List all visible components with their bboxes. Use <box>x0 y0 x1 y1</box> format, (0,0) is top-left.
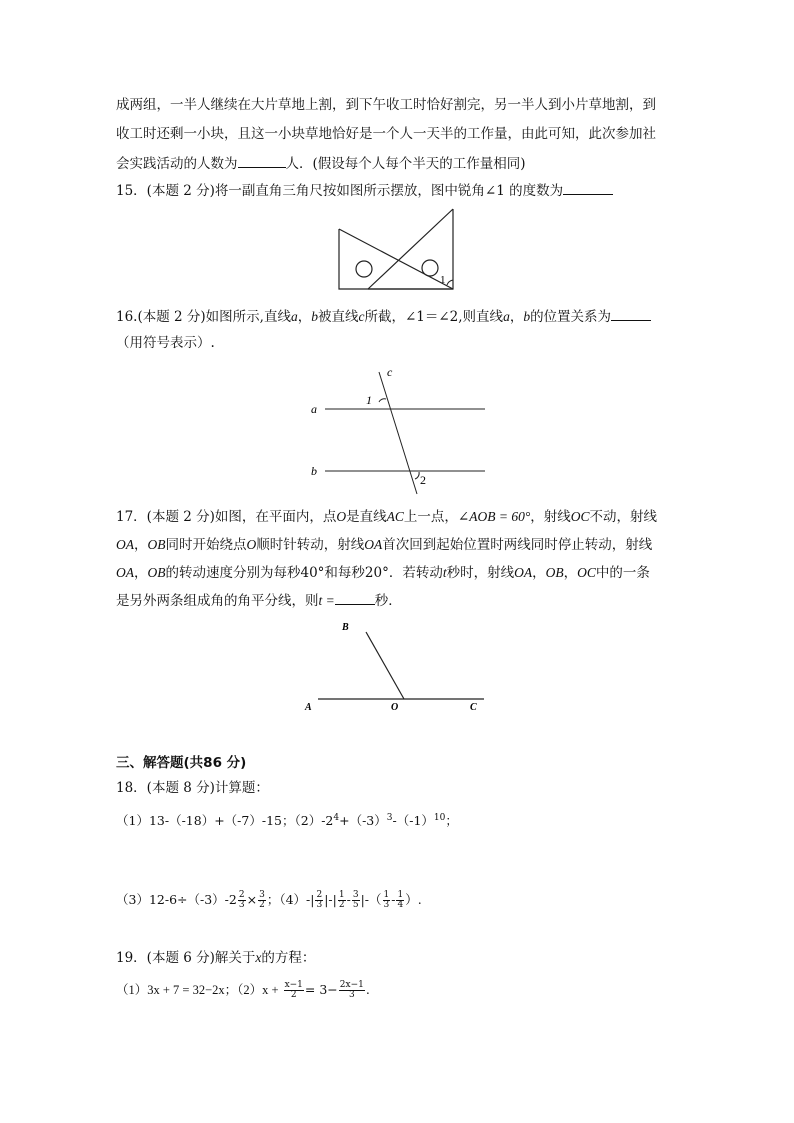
p18-title: 18．(本题 8 分)计算题： <box>116 780 269 796</box>
p16-comma: ， <box>297 309 312 325</box>
frac-3-5: $\frac{3}{5}$ <box>352 890 359 910</box>
p16-figure <box>305 362 490 502</box>
p17-var-OC2: OC <box>577 565 596 580</box>
frac-x-1-over-2: $\frac{x-1}{2}$ <box>284 980 303 1000</box>
p16-text-d: 的位置关系为 <box>530 309 612 325</box>
label-C: C <box>470 702 477 713</box>
p15-text: 15．(本题 2 分)将一副直角三角尺按如图所示摆放，图中锐角∠1 的度数为 <box>116 183 564 199</box>
p18-q3a: （3）12-6÷（-3）-2 <box>116 892 237 907</box>
ray-OB <box>366 632 404 699</box>
p19-var-x: x <box>255 950 262 965</box>
section3-heading: 三、解答题(共86 分) <box>116 755 247 771</box>
label-a: a <box>311 402 317 416</box>
frac-1-4: $\frac{1}{4}$ <box>397 890 404 910</box>
p17-text-j: 秒时，射线 <box>446 565 515 581</box>
p17-line3 <box>116 563 650 583</box>
p17-text-g: 顺时针转动，射线 <box>256 537 365 553</box>
p18-exp3: 3 <box>386 813 393 823</box>
p17-text-m: 秒． <box>374 593 402 609</box>
label-A: A <box>305 702 312 713</box>
p18-exp4: 4 <box>333 813 340 823</box>
frac-1-3: $\frac{1}{3}$ <box>383 890 390 910</box>
p17-var-OA: OA <box>116 537 134 552</box>
p17-var-O2: O <box>246 537 257 552</box>
frac-3-2: $\frac{3}{2}$ <box>259 890 265 910</box>
label-O: O <box>391 702 399 713</box>
p19-title <box>116 948 315 968</box>
p16-line1 <box>116 306 651 327</box>
triangle-hole-left <box>356 261 372 277</box>
p18-times: × <box>246 892 258 907</box>
frac-2-3b: $\frac{2}{3}$ <box>316 890 323 910</box>
p14-answer-blank[interactable] <box>238 153 286 168</box>
p17-text-b: 是直线 <box>346 509 387 525</box>
p17-var-OB: OB <box>147 537 166 552</box>
p16-var-b: b <box>311 309 318 324</box>
p17-var-AC: AC <box>386 509 404 524</box>
p18-q1d: ； <box>445 813 458 829</box>
p16-var-a: a <box>290 309 298 324</box>
p16-answer-blank[interactable] <box>611 306 651 321</box>
p18-q3 <box>116 890 422 910</box>
p18-minus1: - <box>346 892 351 907</box>
p17-var-O: O <box>336 509 347 524</box>
p17-teq: t = <box>318 593 335 608</box>
p15-figure <box>330 205 465 295</box>
p17-comma4: ， <box>563 565 578 581</box>
p18-minus2: - <box>391 892 396 907</box>
p19-q1: （1）3x + 7 = 32−2x；（2）x + <box>116 983 279 997</box>
p17-text-e: 不动，射线 <box>589 509 657 525</box>
p16-text-c: 所截，∠1＝∠2,则直线 <box>364 309 504 325</box>
p17-text-k: 中的一条 <box>595 565 650 581</box>
triangle-45-hyp <box>339 229 453 289</box>
p19-title-b: 的方程： <box>261 950 316 966</box>
p18-q3c: ；（4）-| <box>266 892 315 907</box>
p16-line2: （用符号表示）. <box>116 335 215 351</box>
p16-var-a2: a <box>503 309 510 324</box>
frac-1-2: $\frac{1}{2}$ <box>338 890 345 910</box>
p17-text-d: ，射线 <box>530 509 571 525</box>
p18-q3f: ）. <box>405 892 422 907</box>
p18-q1c: -（-1） <box>392 813 434 829</box>
label-B: B <box>342 622 349 633</box>
p18-q1a: （1）13-（-18）+（-7）-15；（2）-2 <box>116 813 334 829</box>
p14-line3-a: 会实践活动的人数为 <box>116 156 238 172</box>
p17-line4 <box>116 590 402 611</box>
p14-line3-b: 人．(假设每个人每个半天的工作量相同) <box>285 156 526 172</box>
p17-comma: ， <box>134 537 148 553</box>
p17-var-OB2: OB <box>147 565 166 580</box>
frac-2-3: $\frac{2}{3}$ <box>238 890 245 910</box>
p17-text-i: 的转动速度分别为每秒40°和每秒20°．若转动 <box>165 565 443 581</box>
angle1-arc <box>447 280 453 285</box>
p19-q1c: . <box>365 982 370 997</box>
p17-comma3: ， <box>532 565 546 581</box>
p17-text-f: 同时开始绕点 <box>165 537 247 553</box>
p17-var-t: t <box>442 565 447 580</box>
p14-line3 <box>116 153 526 174</box>
p17-text-l: 是另外两条组成角的角平分线，则 <box>116 593 319 609</box>
p17-answer-blank[interactable] <box>335 590 375 605</box>
p17-angle: ∠AOB = 60° <box>457 509 531 524</box>
p17-var-OA2: OA <box>364 537 383 552</box>
p17-text-h: 首次回到起始位置时两线同时停止转动，射线 <box>382 537 653 553</box>
label-angle2: 2 <box>420 473 426 487</box>
p18-q1 <box>116 808 458 831</box>
line-c <box>379 372 417 494</box>
p16-var-c: c <box>358 309 365 324</box>
p15-question <box>116 180 613 201</box>
p17-var-OA4: OA <box>514 565 533 580</box>
p17-comma2: ， <box>134 565 148 581</box>
angle1-label: 1 <box>440 274 446 286</box>
p17-figure <box>300 618 500 718</box>
p19-q <box>116 980 370 1000</box>
p18-q3d: |-| <box>324 892 337 907</box>
p16-text-b: 被直线 <box>317 309 359 325</box>
angle1-arc <box>379 399 386 402</box>
p18-exp10: 10 <box>433 813 446 823</box>
triangle-hole-right <box>422 260 438 276</box>
p16-text-a: 16.(本题 2 分)如图所示,直线 <box>116 309 291 325</box>
p17-line1 <box>116 507 657 527</box>
p17-var-OC: OC <box>570 509 590 524</box>
p19-q1b: = 3− <box>304 982 338 997</box>
p17-var-OA3: OA <box>116 565 134 580</box>
p17-text-c: 上一点， <box>403 509 458 525</box>
angle2-arc <box>415 472 419 479</box>
p14-line2: 收工时还剩一小块，且这一小块草地恰好是一个人一天半的工作量，由此可知，此次参加社 <box>116 126 656 142</box>
p18-q1b: +（-3） <box>339 813 387 829</box>
p16-comma2: ， <box>509 309 524 325</box>
frac-2x-1-over-3: $\frac{2x-1}{3}$ <box>339 980 364 1000</box>
label-angle1: 1 <box>366 393 372 407</box>
p14-line1: 成两组，一半人继续在大片草地上割，到下午收工时恰好割完，另一半人到小片草地割，到 <box>116 97 656 113</box>
p17-var-OB3: OB <box>545 565 564 580</box>
p16-var-b2: b <box>523 309 531 324</box>
p18-q3e: |-（ <box>360 892 382 907</box>
p15-answer-blank[interactable] <box>563 180 613 195</box>
p17-text-a: 17．(本题 2 分)如图，在平面内，点 <box>116 509 337 525</box>
label-b: b <box>311 464 317 478</box>
label-c: c <box>387 365 393 379</box>
p17-line2 <box>116 535 652 555</box>
p19-title-a: 19．(本题 6 分)解关于 <box>116 950 256 966</box>
